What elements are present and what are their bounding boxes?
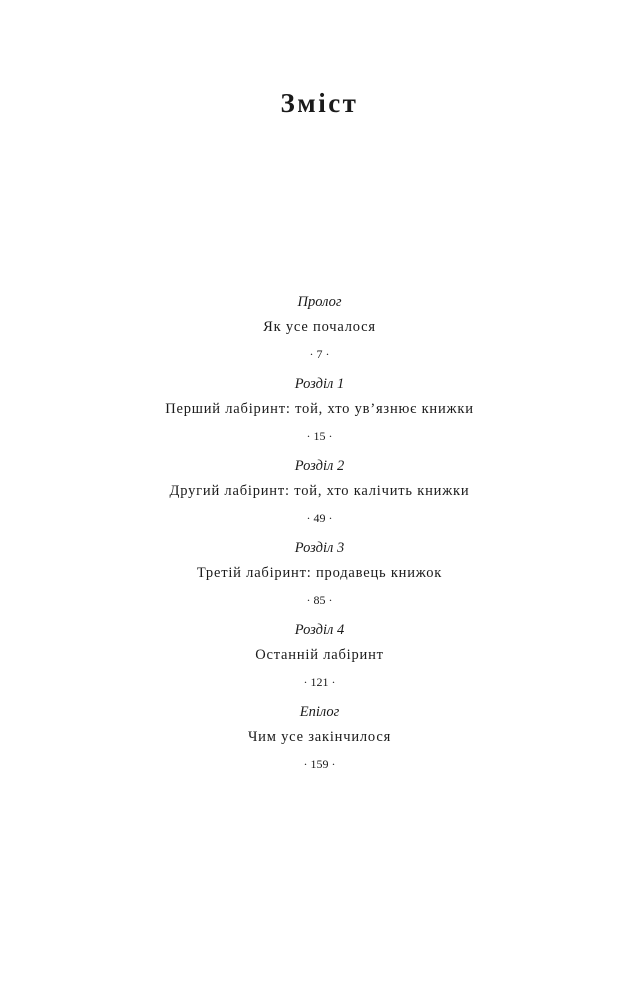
toc-entry-page-number: · 7 · xyxy=(309,347,330,361)
toc-entry-chapter-2 xyxy=(0,454,639,536)
toc-entry-label: Розділ 4 xyxy=(294,622,345,638)
toc-entry-page-number: · 49 · xyxy=(306,511,333,525)
toc-entry-chapter-3 xyxy=(0,536,639,618)
toc-entry-label: Епілог xyxy=(299,704,340,720)
toc-entry-chapter-4 xyxy=(0,618,639,700)
toc-entry-epilogue xyxy=(0,700,639,782)
toc-entry-title: Чим усе закінчилося xyxy=(247,729,392,745)
toc-entry-title: Другий лабіринт: той, хто калічить книжки xyxy=(169,483,470,499)
toc-entry-page-number: · 121 · xyxy=(303,675,336,689)
table-of-contents xyxy=(0,290,639,782)
toc-entry-label: Розділ 2 xyxy=(294,458,345,474)
toc-entry-page-number: · 15 · xyxy=(306,429,333,443)
toc-entry-label: Розділ 1 xyxy=(294,376,345,392)
toc-entry-page-number: · 85 · xyxy=(306,593,333,607)
toc-entry-prologue xyxy=(0,290,639,372)
toc-entry-page-number: · 159 · xyxy=(303,757,336,771)
toc-entry-title: Третій лабіринт: продавець книжок xyxy=(196,565,443,581)
toc-entry-chapter-1 xyxy=(0,372,639,454)
toc-entry-label: Розділ 3 xyxy=(294,540,345,556)
toc-entry-label: Пролог xyxy=(297,294,342,310)
toc-entry-title: Як усе почалося xyxy=(263,319,376,335)
page-title: Зміст xyxy=(280,88,359,118)
toc-entry-title: Перший лабіринт: той, хто ув’язнює книжки xyxy=(165,401,474,417)
toc-entry-title: Останній лабіринт xyxy=(255,647,384,663)
